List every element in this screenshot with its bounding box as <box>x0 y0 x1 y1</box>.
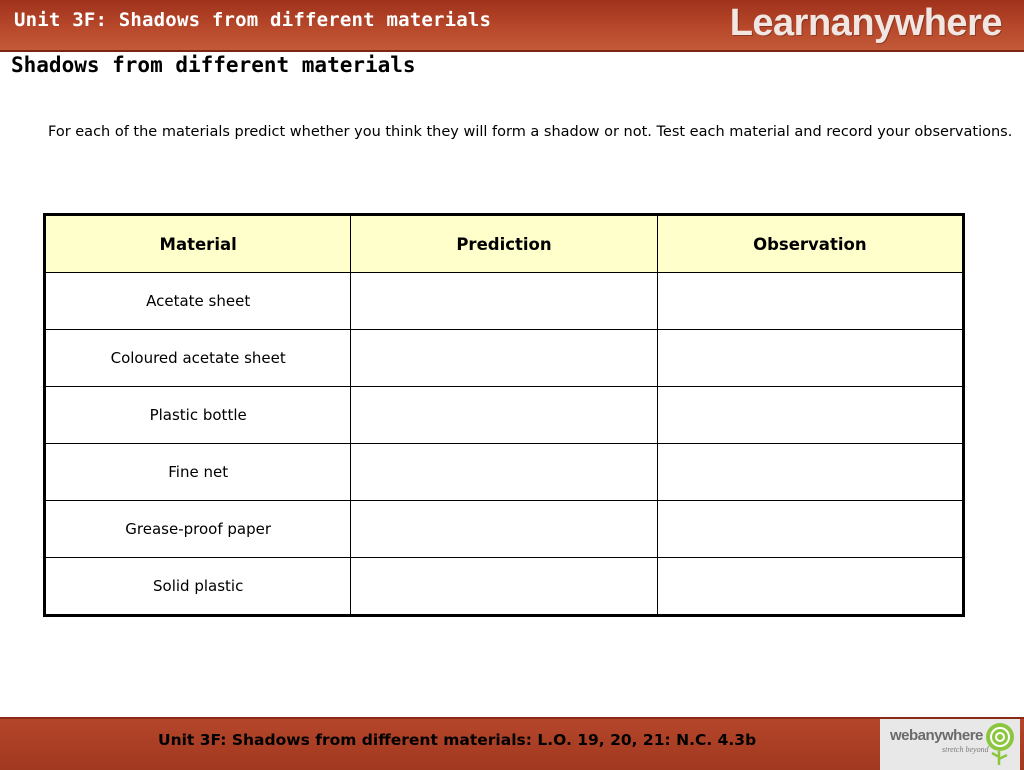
footer-text: Unit 3F: Shadows from different materials: L.O. 19, 20, 21: N.C. 4.3b <box>158 731 757 749</box>
observation-cell[interactable] <box>657 387 963 444</box>
webanywhere-logo-text: webanywhere <box>890 727 983 744</box>
page-title: Shadows from different materials <box>11 53 416 77</box>
prediction-cell[interactable] <box>351 330 657 387</box>
prediction-cell[interactable] <box>351 558 657 616</box>
material-cell: Solid plastic <box>45 558 351 616</box>
material-cell: Plastic bottle <box>45 387 351 444</box>
prediction-cell[interactable] <box>351 387 657 444</box>
header-bar <box>0 0 1024 52</box>
webanywhere-logo <box>880 719 1020 770</box>
table-row <box>45 330 964 387</box>
table-header-row <box>45 215 964 273</box>
table-row <box>45 387 964 444</box>
observation-cell[interactable] <box>657 444 963 501</box>
observation-cell[interactable] <box>657 330 963 387</box>
table-row <box>45 501 964 558</box>
prediction-cell[interactable] <box>351 501 657 558</box>
prediction-cell[interactable] <box>351 444 657 501</box>
observation-cell[interactable] <box>657 501 963 558</box>
prediction-cell[interactable] <box>351 273 657 330</box>
observation-cell[interactable] <box>657 558 963 616</box>
header-title: Unit 3F: Shadows from different materials <box>14 9 492 31</box>
material-cell: Acetate sheet <box>45 273 351 330</box>
observation-cell[interactable] <box>657 273 963 330</box>
material-cell: Fine net <box>45 444 351 501</box>
table-row <box>45 444 964 501</box>
footer-bar <box>0 717 1024 770</box>
table-row <box>45 273 964 330</box>
tree-icon <box>980 721 1018 767</box>
column-header-observation: Observation <box>657 215 963 273</box>
material-cell: Coloured acetate sheet <box>45 330 351 387</box>
column-header-prediction: Prediction <box>351 215 657 273</box>
table-row <box>45 558 964 616</box>
materials-table <box>43 213 965 617</box>
instructions-text: For each of the materials predict whether you think they will form a shadow or not. Test each material and record your observations. <box>48 124 1013 140</box>
column-header-material: Material <box>45 215 351 273</box>
material-cell: Grease-proof paper <box>45 501 351 558</box>
webanywhere-tagline: stretch beyond <box>942 745 989 754</box>
learnanywhere-logo: Learnanywhere <box>729 2 1002 44</box>
